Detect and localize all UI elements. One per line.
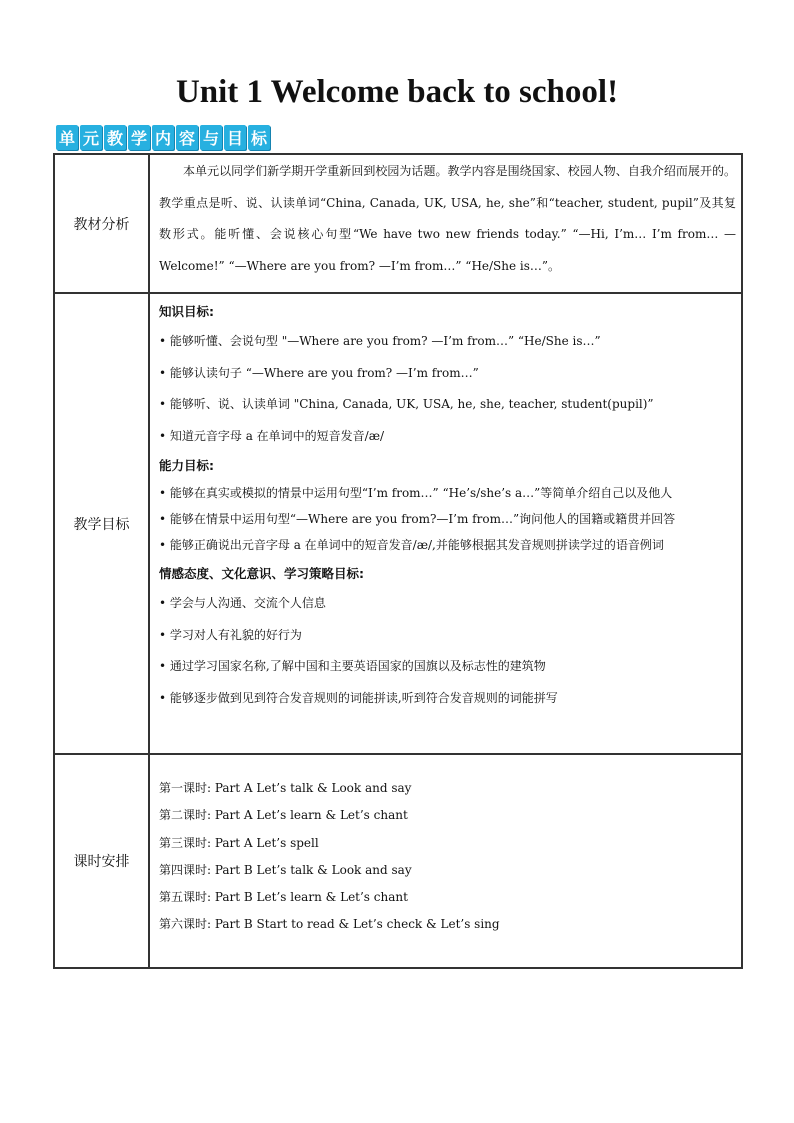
banner-char: 标	[248, 125, 270, 150]
goal-item: • 能够听懂、会说句型 "—Where are you from? —I’m from…” “He/She is…”	[159, 334, 601, 348]
ability-goals-heading: 能力目标:	[159, 458, 214, 473]
banner-char: 学	[128, 125, 150, 150]
goal-item: • 能够在情景中运用句型“—Where are you from?—I’m from…”询问他人的国籍或籍贯并回答	[159, 512, 676, 526]
goal-item: • 能够认读句子 “—Where are you from? —I’m from…”	[159, 365, 479, 380]
lesson-item: 第四课时: Part B Let’s talk & Look and say	[159, 862, 412, 877]
goal-item: • 知道元音字母 a 在单词中的短音发音/æ/	[159, 428, 385, 443]
goals-cell	[149, 293, 742, 754]
goal-item: • 学会与人沟通、交流个人信息	[159, 596, 326, 610]
banner-char: 目	[224, 125, 246, 150]
table-row-schedule	[54, 754, 742, 968]
banner-char: 内	[152, 125, 174, 150]
analysis-paragraph: 本单元以同学们新学期开学重新回到校园为话题。教学内容是围绕国家、校园人物、自我介绍而展开的。教学重点是听、说、认读单词“China, Canada, UK, USA, he, she”和“teacher, student, pupil”及其复数形式。能听懂、会说核心句型“We have two new friends today.” “—Hi, I’m… I’m from… —Welcome!” “—Where are you from? —I’m from…” “He/She is…”。	[159, 164, 736, 273]
section-banner	[56, 122, 270, 152]
knowledge-goals-heading: 知识目标:	[159, 304, 214, 319]
lesson-item: 第二课时: Part A Let’s learn & Let’s chant	[159, 808, 408, 823]
banner-char: 与	[200, 125, 222, 150]
banner-char: 单	[56, 125, 78, 150]
table-row-goals	[54, 293, 742, 754]
goal-item: • 能够听、说、认读单词 "China, Canada, UK, USA, he, she, teacher, student(pupil)”	[159, 397, 654, 411]
lesson-item: 第六课时: Part B Start to read & Let’s check & Let’s sing	[159, 917, 500, 932]
goal-item: • 能够在真实或模拟的情景中运用句型“I’m from…” “He’s/she’s a…”等简单介绍自己以及他人	[159, 486, 673, 500]
banner-char: 容	[176, 125, 198, 150]
row-label-schedule: 课时安排	[54, 754, 149, 968]
goal-item: • 能够正确说出元音字母 a 在单词中的短音发音/æ/,并能够根据其发音规则拼读学过的语音例词	[159, 538, 664, 552]
goal-item: • 学习对人有礼貌的好行为	[159, 627, 302, 642]
document-title: Unit 1 Welcome back to school!	[175, 74, 619, 110]
table-row-analysis	[54, 154, 742, 293]
emotion-goals-heading: 情感态度、文化意识、学习策略目标:	[159, 566, 364, 581]
unit-plan-table	[53, 153, 743, 969]
banner-char: 教	[104, 125, 126, 150]
lesson-item: 第三课时: Part A Let’s spell	[159, 835, 319, 850]
goal-item: • 能够逐步做到见到符合发音规则的词能拼读,听到符合发音规则的词能拼写	[159, 690, 558, 705]
lesson-item: 第五课时: Part B Let’s learn & Let’s chant	[159, 890, 408, 905]
goal-item: • 通过学习国家名称,了解中国和主要英语国家的国旗以及标志性的建筑物	[159, 659, 546, 673]
banner-char: 元	[80, 125, 102, 150]
schedule-cell	[149, 754, 742, 968]
analysis-cell	[149, 154, 742, 293]
row-label-goals: 教学目标	[54, 293, 149, 754]
row-label-analysis: 教材分析	[54, 154, 149, 293]
lesson-item: 第一课时: Part A Let’s talk & Look and say	[159, 781, 412, 795]
